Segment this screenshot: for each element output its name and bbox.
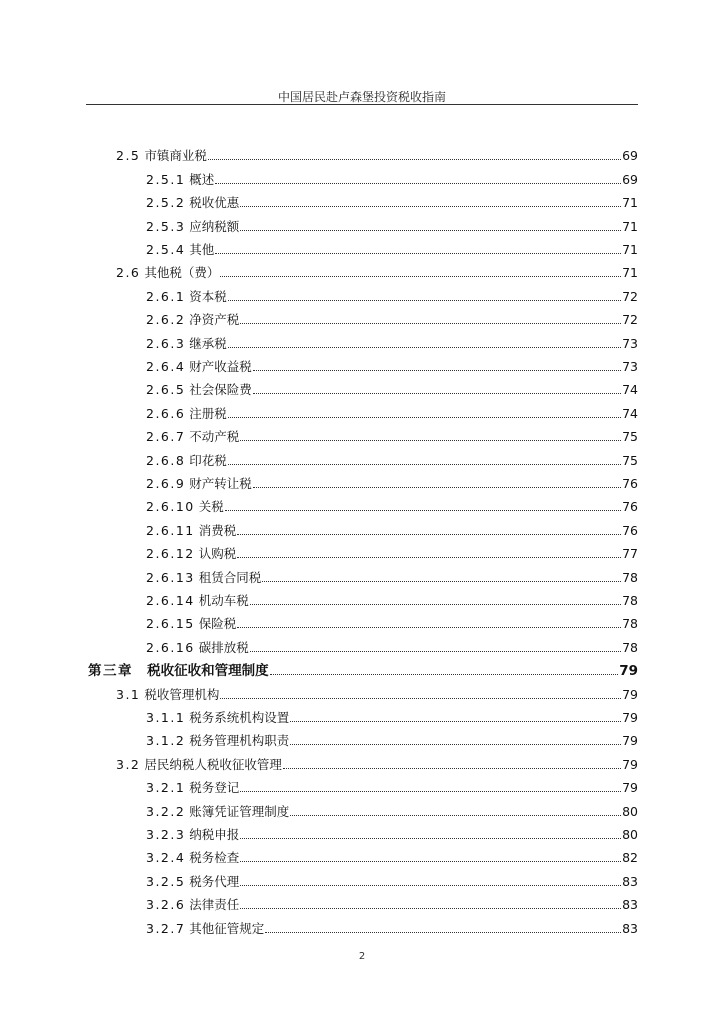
toc-entry-title: 财产转让税: [189, 475, 252, 491]
toc-dot-leader: [228, 300, 621, 301]
toc-entry-page: 78: [622, 616, 638, 632]
toc-dot-leader: [240, 885, 621, 886]
toc-dot-leader: [290, 744, 621, 745]
toc-entry-title: 应纳税额: [189, 218, 240, 234]
toc-entry-number: 2.5.1: [146, 171, 186, 187]
toc-entry-page: 75: [622, 452, 638, 468]
toc-entry-title: 税收优惠: [189, 195, 240, 211]
toc-entry[interactable]: [146, 586, 638, 609]
toc-entry-number: 2.6.8: [146, 452, 186, 468]
toc-dot-leader: [220, 698, 621, 699]
toc-entry-page: 71: [622, 218, 638, 234]
toc-entry-page: 74: [622, 382, 638, 398]
toc-entry[interactable]: [146, 375, 638, 398]
toc-dot-leader: [253, 370, 621, 371]
toc-entry-page: 76: [622, 475, 638, 491]
toc-dot-leader: [228, 347, 621, 348]
toc-dot-leader: [253, 393, 621, 394]
toc-dot-leader: [265, 932, 621, 933]
toc-entry-title: 不动产税: [189, 429, 240, 445]
toc-entry[interactable]: [146, 352, 638, 375]
toc-entry-title: 税收管理机构: [144, 686, 220, 702]
toc-entry-number: 3.2.1: [146, 780, 186, 796]
toc-entry-page: 83: [622, 920, 638, 936]
toc-entry[interactable]: [146, 866, 638, 889]
toc-entry-number: 2.6.3: [146, 335, 186, 351]
toc-entry-page: 71: [622, 241, 638, 257]
toc-entry-title: 注册税: [189, 405, 227, 421]
toc-entry[interactable]: [146, 398, 638, 421]
toc-entry-number: 2.6.10: [146, 499, 195, 515]
toc-entry-page: 73: [622, 335, 638, 351]
toc-dot-leader: [237, 627, 621, 628]
toc-entry[interactable]: [116, 258, 638, 281]
toc-entry-page: 76: [622, 499, 638, 515]
toc-entry[interactable]: [146, 422, 638, 445]
toc-entry-page: 79: [622, 733, 638, 749]
toc-entry[interactable]: [146, 235, 638, 258]
toc-entry-title: 社会保险费: [189, 382, 252, 398]
toc-entry[interactable]: [146, 188, 638, 211]
toc-entry-page: 78: [622, 639, 638, 655]
toc-dot-leader: [250, 651, 621, 652]
toc-entry-number: 3.2.5: [146, 873, 186, 889]
toc-entry-page: 79: [622, 709, 638, 725]
toc-dot-leader: [215, 183, 621, 184]
toc-dot-leader: [237, 557, 621, 558]
toc-dot-leader: [208, 159, 621, 160]
toc-entry[interactable]: [146, 913, 638, 936]
toc-entry-page: 72: [622, 288, 638, 304]
toc-entry-page: 79: [622, 686, 638, 702]
toc-entry-number: 2.5.3: [146, 218, 186, 234]
toc-entry-page: 69: [622, 148, 638, 164]
toc-dot-leader: [240, 206, 621, 207]
toc-entry[interactable]: [146, 328, 638, 351]
toc-entry-title: 碳排放税: [198, 639, 249, 655]
toc-entry-page: 83: [622, 873, 638, 889]
toc-entry[interactable]: [146, 211, 638, 234]
toc-entry-page: 82: [622, 850, 638, 866]
toc-entry[interactable]: [146, 492, 638, 515]
toc-entry-title: 概述: [189, 171, 215, 187]
toc-entry-number: 3.2.4: [146, 850, 186, 866]
toc-entry-number: 3.2: [116, 756, 141, 772]
toc-entry-title: 其他: [189, 241, 215, 257]
toc-entry-number: 2.6.11: [146, 522, 195, 538]
toc-entry-number: 3.2.3: [146, 826, 186, 842]
toc-dot-leader: [237, 534, 621, 535]
toc-entry-page: 78: [622, 569, 638, 585]
toc-entry-number: 2.5.2: [146, 195, 186, 211]
toc-entry-title: 纳税申报: [189, 826, 240, 842]
toc-entry-title: 资本税: [189, 288, 227, 304]
toc-entry-number: 3.2.2: [146, 803, 186, 819]
toc-entry-number: 2.6.7: [146, 429, 186, 445]
toc-entry[interactable]: [146, 469, 638, 492]
toc-entry-page: 71: [622, 195, 638, 211]
toc-entry[interactable]: [146, 305, 638, 328]
toc-entry-title: 税务管理机构职责: [189, 733, 290, 749]
toc-entry-title: 居民纳税人税收征收管理: [144, 756, 282, 772]
toc-dot-leader: [240, 908, 621, 909]
toc-entry[interactable]: [146, 890, 638, 913]
toc-entry-number: 2.6.9: [146, 475, 186, 491]
toc-entry-page: 80: [622, 826, 638, 842]
toc-entry-page: 80: [622, 803, 638, 819]
toc-entry[interactable]: [146, 632, 638, 655]
toc-entry-page: 79: [622, 780, 638, 796]
page-number: 2: [358, 951, 366, 962]
toc-entry[interactable]: [146, 843, 638, 866]
toc-entry-title: 税务系统机构设置: [189, 709, 290, 725]
toc-entry-title: 税务代理: [189, 873, 240, 889]
toc-dot-leader: [240, 838, 621, 839]
toc-entry-number: 2.6.6: [146, 405, 186, 421]
toc-entry[interactable]: [146, 164, 638, 187]
toc-entry-title: 净资产税: [189, 312, 240, 328]
toc-entry[interactable]: [116, 679, 638, 702]
toc-entry-number: 2.6.12: [146, 546, 195, 562]
toc-entry[interactable]: [146, 515, 638, 538]
toc-entry-number: 3.2.6: [146, 897, 186, 913]
toc-entry-title: 其他税（费）: [144, 265, 220, 281]
toc-entry-number: 2.6.2: [146, 312, 186, 328]
toc-entry-title: 其他征管规定: [189, 920, 265, 936]
toc-dot-leader: [228, 464, 621, 465]
toc-entry-number: 2.6.15: [146, 616, 195, 632]
toc-dot-leader: [270, 674, 619, 675]
toc-entry-title: 印花税: [189, 452, 227, 468]
toc-dot-leader: [240, 230, 621, 231]
toc-entry[interactable]: [146, 281, 638, 304]
toc-entry-title: 机动车税: [198, 592, 249, 608]
toc-entry-title: 财产收益税: [189, 358, 252, 374]
toc-entry-title: 税收征收和管理制度: [147, 663, 269, 680]
toc-entry-title: 法律责任: [189, 897, 240, 913]
toc-dot-leader: [240, 440, 621, 441]
toc-dot-leader: [250, 604, 621, 605]
toc-entry-page: 79: [619, 663, 638, 680]
toc-dot-leader: [228, 417, 621, 418]
toc-dot-leader: [240, 323, 621, 324]
toc-entry[interactable]: [146, 820, 638, 843]
toc-entry-page: 75: [622, 429, 638, 445]
toc-dot-leader: [220, 276, 621, 277]
toc-entry[interactable]: [146, 539, 638, 562]
toc-entry-number: 第三章: [88, 663, 133, 680]
toc-entry-title: 保险税: [198, 616, 237, 632]
toc-entry-page: 76: [622, 522, 638, 538]
toc-entry-number: 2.6: [116, 265, 141, 281]
toc-entry[interactable]: [146, 609, 638, 632]
toc-entry-gap: [133, 663, 147, 679]
toc-entry-title: 税务检查: [189, 850, 240, 866]
toc-dot-leader: [240, 791, 621, 792]
toc-entry-title: 消费税: [198, 522, 237, 538]
toc-entry[interactable]: [88, 656, 638, 679]
toc-entry[interactable]: [146, 726, 638, 749]
toc-entry-number: 3.1.1: [146, 709, 186, 725]
toc-entry[interactable]: [146, 445, 638, 468]
toc-entry-title: 市镇商业税: [144, 148, 207, 164]
toc-dot-leader: [290, 815, 621, 816]
toc-entry-page: 69: [622, 171, 638, 187]
toc-dot-leader: [225, 510, 621, 511]
toc-entry[interactable]: [116, 141, 638, 164]
toc-entry[interactable]: [146, 562, 638, 585]
toc-entry-number: 2.6.13: [146, 569, 195, 585]
toc-entry-number: 2.6.16: [146, 639, 195, 655]
toc-entry-number: 3.1: [116, 686, 141, 702]
header-divider: [86, 104, 638, 105]
toc-entry-page: 77: [622, 546, 638, 562]
toc-dot-leader: [290, 721, 621, 722]
toc-entry-number: 2.5: [116, 148, 141, 164]
toc-entry-title: 账簿凭证管理制度: [189, 803, 290, 819]
toc-entry-number: 2.6.4: [146, 358, 186, 374]
toc-entry-page: 72: [622, 312, 638, 328]
toc-entry-number: 3.2.7: [146, 920, 186, 936]
toc-entry[interactable]: [146, 796, 638, 819]
toc-dot-leader: [283, 768, 621, 769]
toc-entry[interactable]: [116, 749, 638, 772]
toc-entry-number: 2.6.1: [146, 288, 186, 304]
toc-dot-leader: [240, 861, 621, 862]
toc-entry-number: 2.5.4: [146, 241, 186, 257]
toc-entry-page: 74: [622, 405, 638, 421]
running-header: 中国居民赴卢森堡投资税收指南: [277, 90, 446, 104]
toc-entry-page: 78: [622, 592, 638, 608]
toc-dot-leader: [215, 253, 621, 254]
toc-dot-leader: [253, 487, 621, 488]
toc-entry-number: 3.1.2: [146, 733, 186, 749]
toc-entry-title: 认购税: [198, 546, 237, 562]
toc-dot-leader: [262, 581, 621, 582]
toc-entry-page: 73: [622, 358, 638, 374]
toc-entry-title: 租赁合同税: [198, 569, 262, 585]
toc-entry[interactable]: [146, 703, 638, 726]
toc-entry-number: 2.6.14: [146, 592, 195, 608]
toc-entry-title: 继承税: [189, 335, 227, 351]
toc-entry-page: 79: [622, 756, 638, 772]
toc-entry-page: 71: [622, 265, 638, 281]
toc-entry-number: 2.6.5: [146, 382, 186, 398]
toc-entry-page: 83: [622, 897, 638, 913]
toc-entry-title: 税务登记: [189, 780, 240, 796]
toc-entry-title: 关税: [198, 499, 224, 515]
toc-entry[interactable]: [146, 773, 638, 796]
